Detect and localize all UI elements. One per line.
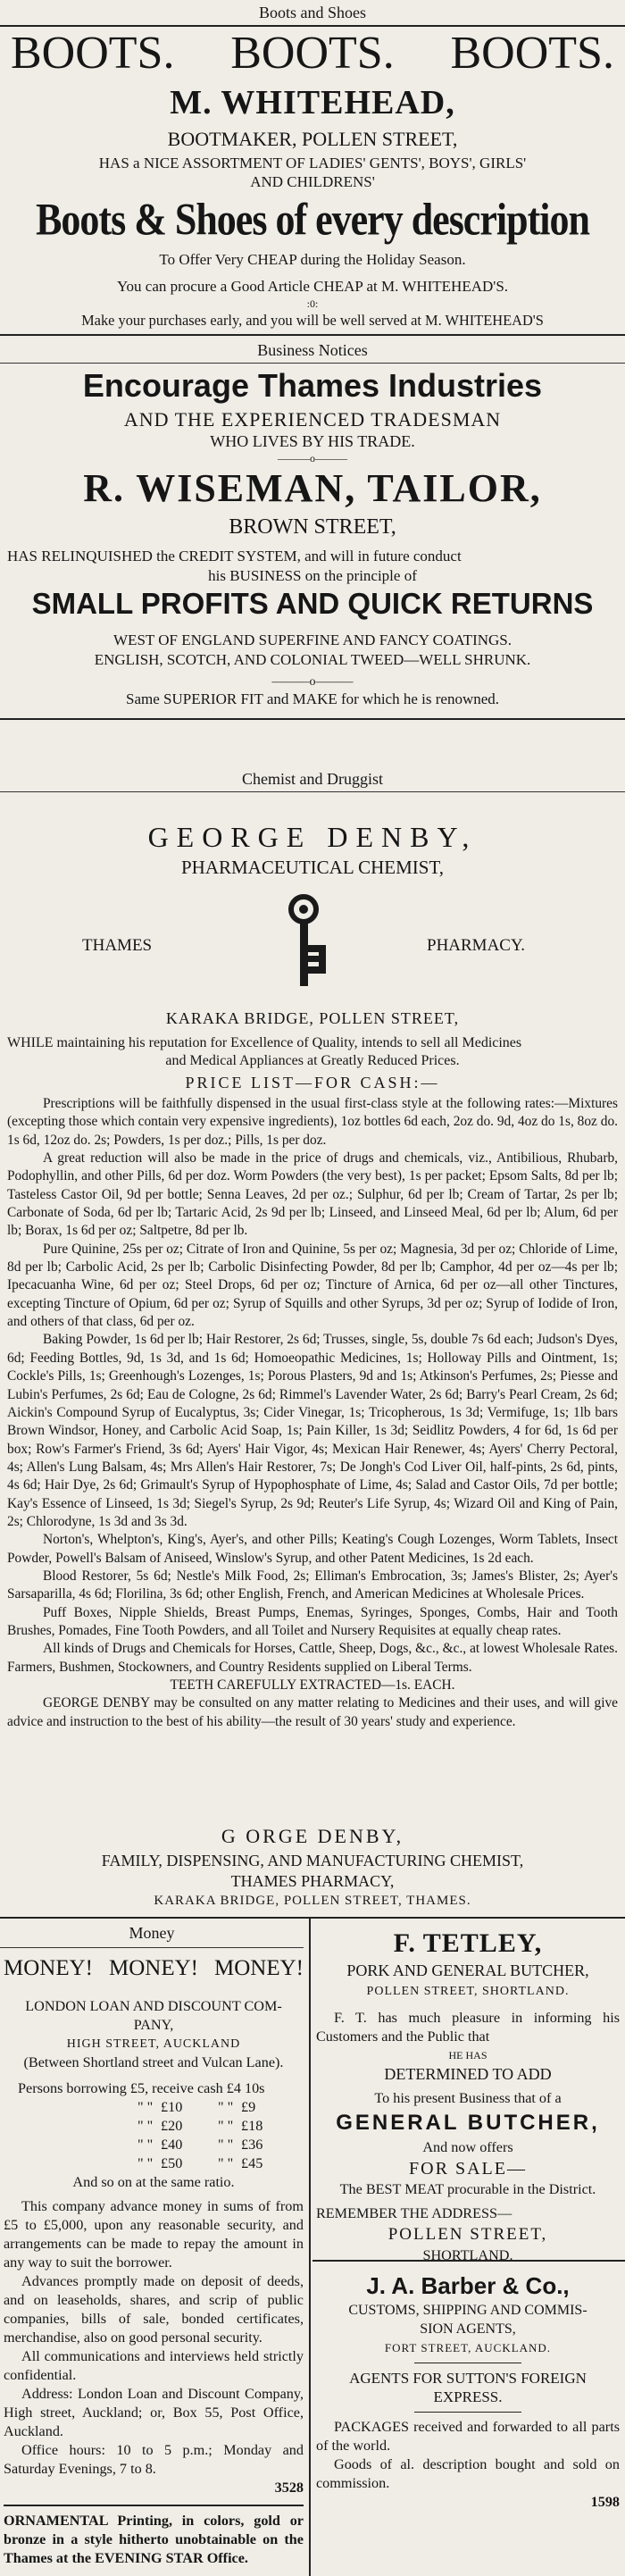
divider — [414, 2412, 521, 2413]
divider — [4, 2505, 304, 2506]
tetley-for-sale: FOR SALE— — [409, 2159, 527, 2179]
wiseman-west: WEST OF ENGLAND SUPERFINE AND FANCY COATINGS. — [113, 631, 512, 648]
denby-address: KARAKA BRIDGE, POLLEN STREET, — [165, 1009, 460, 1027]
divider — [0, 363, 625, 364]
divider — [0, 718, 625, 720]
price-list — [7, 1095, 618, 1819]
borrow-amount: £40 — [161, 2137, 183, 2153]
barber-paragraph: PACKAGES received and forwarded to all parts of the world. — [316, 2419, 620, 2454]
tetley-street: POLLEN STREET, SHORTLAND. — [366, 1985, 570, 1998]
money-table-row — [4, 2117, 304, 2136]
wiseman-notice-2: his BUSINESS on the principle of — [208, 567, 417, 584]
boots-word: BOOTS. — [450, 28, 614, 79]
denby-name: GEORGE DENBY, — [147, 821, 478, 853]
wiseman-street: BROWN STREET, — [229, 515, 396, 539]
whitehead-trade: BOOTMAKER, POLLEN STREET, — [167, 128, 458, 150]
boots-closing: Make your purchases early, and you will be well served at M. WHITEHEAD'S — [81, 312, 544, 329]
barber-advert — [316, 2271, 620, 2576]
ornamental-notice: ORNAMENTAL Printing, in colors, gold or bronze in a style hitherto unobtainable on the Thames at the EVENING STAR Office. — [4, 2513, 304, 2566]
receive-amount: £18 — [241, 2118, 263, 2134]
price-paragraph: All kinds of Drugs and Chemicals for Horses, Cattle, Sheep, Dogs, &c., &c., at lowest Wholesale Rates. Farmers, Bushmen, Stockowners, and Country Residents supplied on Liberal Terms. — [7, 1641, 618, 1675]
wiseman-english: ENGLISH, SCOTCH, AND COLONIAL TWEED—WELL SHRUNK. — [94, 651, 531, 668]
section-title-chemist: Chemist and Druggist — [242, 770, 383, 788]
money-paragraph: Office hours: 10 to 5 p.m.; Monday and Saturday Evenings, 7 to 8. — [4, 2442, 304, 2477]
denby-intro: WHILE maintaining his reputation for Excellence of Quality, intends to sell all Medicines — [7, 1035, 522, 1050]
price-paragraph: Baking Powder, 1s 6d per lb; Hair Restorer, 2s 6d; Trusses, single, 5s, double 7s 6d each; Judson's Dyes, 6d; Feeding Bottles, 9d, 1s 3d, and 1s 6d; Homoeopathic Medicines, 1s; Holloway Pills and Ointment, 1s; Cockle's Pills, 1s; Greenhough's Lozenges, 1s; Porous Plasters, 9d and 1s; Atkinson's Perfumes, 2s; Piesse and Lubin's Perfumes, 2s 6d; Eau de Cologne, 2s 6d; Rimmel's Lavender Water, 2s 6d; Barry's Pearl Cream, 2s 6d; Aickin's Compound Syrup of Eucalyptus, 3s; Cider Vinegar, 1s; Tricopherous, 1s 3d; Vermifuge, 1s; 1lb bars Brown Windsor, Honey, and Carbolic Acid Soap, 1s; Pain Killer, 1s 3d; Seidlitz Powders, 4 for 6d, 1s 6d per box; Row's Farmer's Friend, 3s 6d; Ayers' Hair Vigor, 4s; Mexican Hair Renewer, 4s; Ayers' Cherry Pectoral, 4s; Allen's Lung Balsam, 4s; Mrs Allen's Hair Restorer, 7s; De Jongh's Cod Liver Oil, half-pints, 2s 6d, pints, 4s 6d; Hair Dye, 2s 6d; Grimault's Syrup of Hypophosphate of Lime, 4s; Salad and Castor Oils, 7d per bottle; Kay's Essence of Linseed, 1s 3d; Siegel's Syrup, 2s 9d; Reuter's Life Syrup, 4s; Wizard Oil and King of Pain, 2s; Chlorodyne, 1s 3d and 3s 3d. — [7, 1332, 618, 1529]
business-dash: ———o——— — [278, 452, 347, 464]
receive-amount: £45 — [241, 2155, 263, 2171]
money-ref: 3528 — [274, 2480, 304, 2496]
business-subheadline-2: WHO LIVES BY HIS TRADE. — [210, 432, 415, 450]
price-paragraph: A great reduction will also be made in the price of drugs and chemicals, viz., Antibilious, Rhubarb, Podophyllin, and other Pills, 6d per doz. Worm Powders (the very best), 1s per packet; Epsom Salts, 8d per lb; Tasteless Castor Oil, 9d per bottle; Senna Leaves, 2d per oz.; Sulphur, 6d per lb; Cream of Tartar, 2s per lb; Carbonate of Soda, 6d per lb; Tartaric Acid, 2s 9d per lb; Linseed, and Linseed Meal, 6d per lb; Alum, 6d per lb; Borax, 1s 6d per oz; Saltpetre, 8d per lb. — [7, 1150, 618, 1239]
business-subheadline: AND THE EXPERIENCED TRADESMAN — [123, 408, 502, 431]
boots-procure: You can procure a Good Article CHEAP at M. WHITEHEAD'S. — [116, 278, 509, 295]
money-paragraph: All communications and interviews held strictly confidential. — [4, 2348, 304, 2383]
thames-label: THAMES — [82, 936, 153, 955]
denby-sig-address: KARAKA BRIDGE, POLLEN STREET, THAMES. — [154, 1894, 471, 1908]
section-title-money: Money — [129, 1924, 175, 1942]
ditto-mark: " " — [138, 2155, 154, 2171]
barber-agents: AGENTS FOR SUTTON'S FOREIGN — [349, 2370, 587, 2387]
money-advert — [4, 1997, 304, 2576]
money-company: LONDON LOAN AND DISCOUNT COM- — [25, 1998, 282, 2014]
ditto-mark: " " — [138, 2099, 154, 2115]
tetley-name: F. TETLEY, — [393, 1928, 543, 1958]
business-headline: Encourage Thames Industries — [82, 367, 543, 404]
tetley-advert — [316, 1926, 620, 2263]
tetley-now: And now offers — [422, 2139, 513, 2155]
money-table-row — [4, 2136, 304, 2154]
boots-big-headline: Boots & Shoes of every description — [36, 194, 589, 245]
money-table-row — [4, 2154, 304, 2173]
boots-headline — [7, 27, 618, 80]
borrow-amount: £20 — [161, 2118, 183, 2134]
ditto-mark: " " — [218, 2099, 234, 2115]
barber-express: EXPRESS. — [433, 2388, 503, 2405]
money-street: HIGH STREET, AUCKLAND — [66, 2037, 241, 2051]
receive-amount: £36 — [241, 2137, 263, 2153]
denby-sig-pharmacy: THAMES PHARMACY, — [230, 1872, 395, 1890]
price-list-title: PRICE LIST—FOR CASH:— — [185, 1074, 440, 1091]
tetley-big: GENERAL BUTCHER, — [336, 2111, 600, 2135]
price-paragraph: Pure Quinine, 25s per oz; Citrate of Iron and Quinine, 5s per oz; Magnesia, 3d per oz; Chloride of Lime, 8d per lb; Carbolic Acid, 2s per lb; Carbolic Disinfecting Powder, 8d per lb; Camphor, 4d per oz—4s per lb; Ipecacuanha Wine, 6d per oz; Steel Drops, 6d per oz; Tincture of Arnica, 6d per oz—all other Tinctures, excepting Tincture of Opium, 6d per oz; Syrup of Squills and other Syrups, 3d per oz; Syrup of Iodide of Iron, and others of that class, 6d per oz. — [7, 1241, 618, 1330]
money-paragraph: This company advance money in sums of from £5 to £5,000, upon any reasonable security, and arrangements can be made to repay the amount in any way to suit the borrower. — [4, 2198, 304, 2271]
money-word: MONEY! — [109, 1956, 198, 1980]
price-paragraph: Norton's, Whelpton's, King's, Ayer's, and other Pills; Keating's Cough Lozenges, Worm Tablets, Insect Powder, Powell's Balsam of Aniseed, Winslow's Syrup, and other Patent Medicines, 1s 2d each. — [7, 1532, 618, 1566]
key-icon — [264, 893, 362, 990]
barber-ref: 1598 — [590, 2494, 620, 2510]
tetley-address: POLLEN STREET, — [388, 2225, 548, 2244]
boots-offer: To Offer Very CHEAP during the Holiday Season. — [159, 251, 466, 268]
denby-sig-trade: FAMILY, DISPENSING, AND MANUFACTURING CHEMIST, — [101, 1852, 524, 1869]
divider — [0, 791, 625, 792]
borrow-amount: £10 — [161, 2099, 183, 2115]
divider — [0, 1917, 625, 1919]
divider — [0, 334, 625, 336]
wiseman-big: SMALL PROFITS AND QUICK RETURNS — [31, 587, 594, 620]
whitehead-name: M. WHITEHEAD, — [170, 84, 455, 121]
ditto-mark: " " — [218, 2118, 234, 2134]
money-table-row — [4, 2098, 304, 2117]
barber-street: FORT STREET, AUCKLAND. — [384, 2341, 552, 2354]
money-same-rate: And so on at the same ratio. — [72, 2174, 235, 2190]
barber-trade-2: SION AGENTS, — [420, 2321, 516, 2337]
tetley-trade: PORK AND GENERAL BUTCHER, — [346, 1961, 589, 1979]
receive-amount: £9 — [241, 2099, 256, 2115]
tetley-remember: REMEMBER THE ADDRESS— — [316, 2205, 512, 2221]
money-headline — [4, 1953, 304, 1985]
money-between: (Between Shortland street and Vulcan Lane). — [23, 2054, 284, 2070]
tetley-determined: DETERMINED TO ADD — [384, 2065, 552, 2083]
wiseman-notice: HAS RELINQUISHED the CREDIT SYSTEM, and will in future conduct — [7, 548, 462, 565]
money-company-2: PANY, — [133, 2017, 174, 2033]
money-word: MONEY! — [214, 1956, 304, 1980]
tetley-town: SHORTLAND. — [422, 2247, 513, 2263]
ditto-mark: " " — [138, 2137, 154, 2153]
boots-separator: :0: — [306, 297, 319, 310]
denby-intro-2: and Medical Appliances at Greatly Reduced Prices. — [165, 1053, 460, 1068]
wiseman-name: R. WISEMAN, TAILOR, — [83, 466, 542, 510]
ditto-mark: " " — [218, 2155, 234, 2171]
barber-name: J. A. Barber & Co., — [366, 2272, 570, 2299]
teeth-notice: TEETH CAREFULLY EXTRACTED—1s. EACH. — [170, 1677, 455, 1693]
money-paragraph: Address: London Loan and Discount Company, High street, Auckland; or, Box 55, Post Office, Auckland. — [4, 2386, 304, 2439]
price-paragraph: Puff Boxes, Nipple Shields, Breast Pumps, Enemas, Syringes, Sponges, Combs, Hair and Tooth Brushes, Pomades, Fine Tooth Powders, and all Toilet and Nursery Requisites at equally cheap rates. — [7, 1604, 618, 1638]
money-word: MONEY! — [4, 1956, 93, 1980]
barber-paragraph: Goods of al. description bought and sold on commission. — [316, 2456, 620, 2491]
denby-title: PHARMACEUTICAL CHEMIST, — [180, 857, 444, 878]
divider — [0, 1947, 304, 1948]
section-title-boots: Boots and Shoes — [258, 4, 366, 21]
price-paragraph: Blood Restorer, 5s 6d; Nestle's Milk Food, 2s; Elliman's Embrocation, 3s; James's Blister, 2s; Ayer's Sarsaparilla, 4s 6d; Florilina, 3s 6d; other English, French, and American Medicines at Wholesale Prices. — [7, 1568, 618, 1602]
consult-notice: GEORGE DENBY may be consulted on any matter relating to Medicines and their uses, and will give advice and instruction to the best of his ability—the result of 30 years' study and experience. — [7, 1695, 618, 1729]
ditto-mark: " " — [138, 2118, 154, 2134]
tetley-intro: F. T. has much pleasure in informing his Customers and the Public that — [316, 2010, 620, 2045]
ditto-mark: " " — [218, 2137, 234, 2153]
boots-word: BOOTS. — [11, 28, 175, 79]
tetley-best: The BEST MEAT procurable in the District. — [339, 2181, 596, 2197]
whitehead-assortment: HAS a NICE ASSORTMENT OF LADIES' GENTS', BOYS', GIRLS' — [98, 155, 527, 171]
money-table-intro: Persons borrowing £5, receive cash £4 10s — [18, 2080, 265, 2096]
money-paragraph: Advances promptly made on deposit of deeds, and on leaseholds, shares, and scrip of public companies, bills of sale, bonded certificates, merchandise, also on good personal security. — [4, 2273, 304, 2346]
barber-trade: CUSTOMS, SHIPPING AND COMMIS- — [348, 2303, 588, 2318]
business-dash-2: ———o——— — [271, 675, 354, 689]
borrow-amount: £50 — [161, 2155, 183, 2171]
boots-word: BOOTS. — [230, 28, 395, 79]
pharmacy-label: PHARMACY. — [427, 936, 525, 955]
section-title-business: Business Notices — [257, 341, 368, 359]
divider — [312, 2260, 625, 2262]
wiseman-same: Same SUPERIOR FIT and MAKE for which he is renowned. — [125, 690, 500, 707]
tetley-business: To his present Business that of a — [374, 2090, 562, 2106]
whitehead-assortment-2: AND CHILDRENS' — [250, 173, 375, 190]
column-divider — [309, 1917, 311, 2576]
tetley-he-has: HE HAS — [448, 2049, 488, 2062]
price-paragraph: Prescriptions will be faithfully dispensed in the usual first-class style at the following rates:—Mixtures (excepting those which contain very expensive ingredients), 1oz bottles 6d each, 2oz do. 9d, 4oz do 1s, 8oz do. 1s 6d, 12oz do. 2s; Powders, 1s per doz.; Pills, 1s per doz. — [7, 1096, 618, 1148]
denby-sig-name: G ORGE DENBY, — [221, 1825, 404, 1847]
